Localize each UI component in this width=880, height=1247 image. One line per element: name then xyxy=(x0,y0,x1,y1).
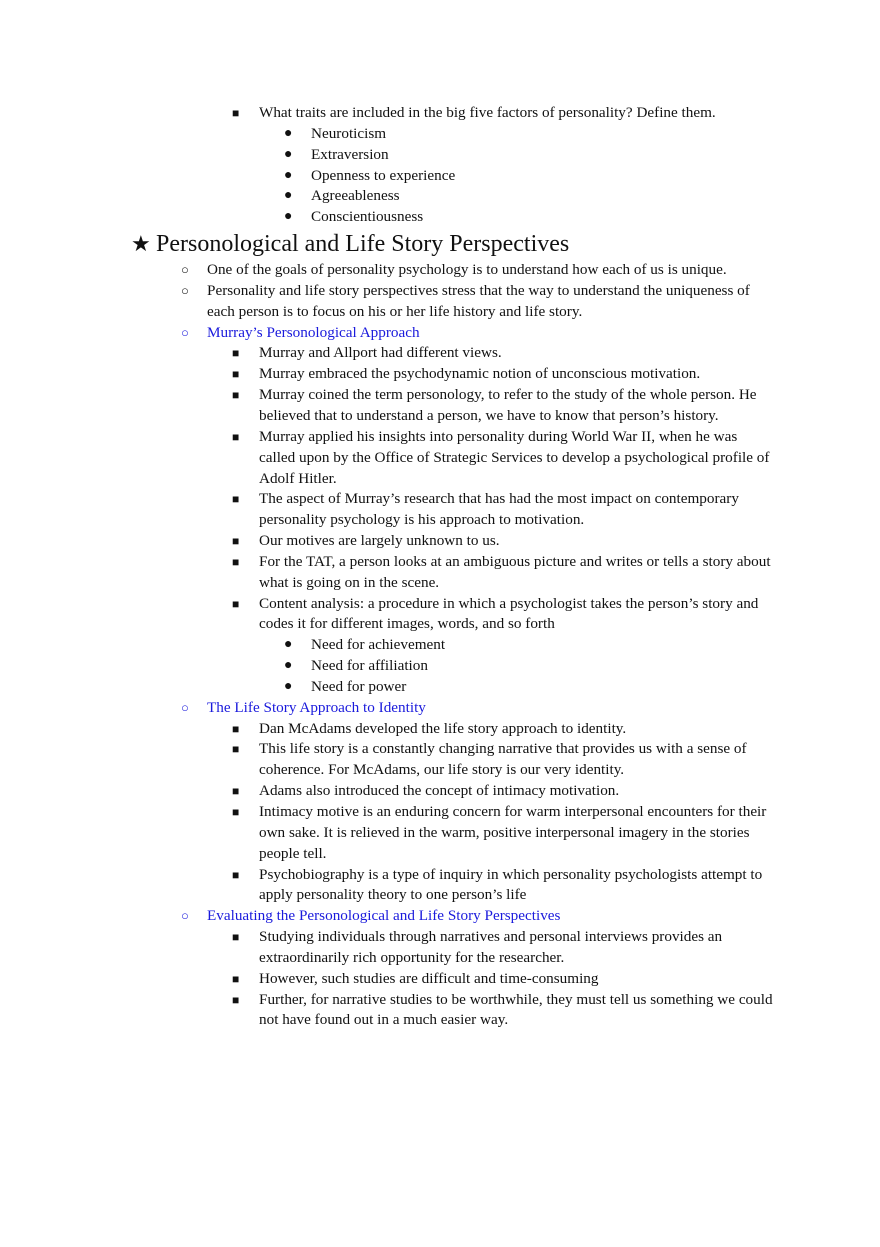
square-bullet-icon: ■ xyxy=(232,867,240,882)
hollow-circle-bullet-icon: ○ xyxy=(181,699,189,715)
item-text: Further, for narrative studies to be worthwhile, they must tell us something we could not have found out in a much easier way. xyxy=(259,990,773,1029)
list-item xyxy=(0,207,777,228)
list-item xyxy=(0,281,777,323)
list-item xyxy=(0,103,777,124)
item-text[interactable]: Murray’s Personological Approach xyxy=(207,323,420,341)
item-text: Personality and life story perspectives stress that the way to understand the uniqueness of each person is to focus on his or her life history and life story. xyxy=(207,281,750,320)
square-bullet-icon: ■ xyxy=(232,106,240,120)
list-item xyxy=(0,802,777,865)
filled-circle-bullet-icon: ● xyxy=(284,125,293,141)
hollow-circle-bullet-icon: ○ xyxy=(181,908,189,924)
list-item xyxy=(0,145,777,166)
item-text: For the TAT, a person looks at an ambiguous picture and writes or tells a story about what is going on in the scene. xyxy=(259,552,771,591)
list-item xyxy=(0,719,777,740)
list-item xyxy=(0,635,777,656)
item-text: One of the goals of personality psychology is to understand how each of us is unique. xyxy=(207,261,727,279)
list-item xyxy=(0,343,777,364)
square-bullet-icon: ■ xyxy=(232,971,240,986)
subheading-link[interactable] xyxy=(0,906,777,927)
item-text: Need for achievement xyxy=(311,636,446,654)
list-item xyxy=(0,364,777,385)
item-text[interactable]: The Life Story Approach to Identity xyxy=(207,698,426,716)
item-text: Need for power xyxy=(311,677,407,695)
square-bullet-icon: ■ xyxy=(232,596,240,611)
item-text: This life story is a constantly changing narrative that provides us with a sense of coherence. For McAdams, our life story is our very identity. xyxy=(259,740,747,779)
item-text: Dan McAdams developed the life story approach to identity. xyxy=(259,719,627,737)
filled-circle-bullet-icon: ● xyxy=(284,209,293,225)
hollow-circle-bullet-icon: ○ xyxy=(181,324,189,340)
square-bullet-icon: ■ xyxy=(232,930,240,945)
item-text: Openness to experience xyxy=(311,166,456,184)
filled-circle-bullet-icon: ● xyxy=(284,658,293,674)
list-item xyxy=(0,489,777,531)
list-item xyxy=(0,552,777,594)
list-item xyxy=(0,427,777,490)
item-text: Murray coined the term personology, to refer to the study of the whole person. He believed that to understand a person, we have to know that person’s history. xyxy=(259,386,757,424)
item-text: Neuroticism xyxy=(311,124,387,142)
item-text: Extraversion xyxy=(311,145,389,163)
list-item xyxy=(0,656,777,677)
subheading-link[interactable] xyxy=(0,698,777,719)
square-bullet-icon: ■ xyxy=(232,388,240,403)
list-item xyxy=(0,865,777,907)
square-bullet-icon: ■ xyxy=(232,534,240,549)
square-bullet-icon: ■ xyxy=(232,721,240,736)
filled-circle-bullet-icon: ● xyxy=(284,637,293,653)
document-page xyxy=(0,103,880,1031)
subheading-link[interactable] xyxy=(0,323,777,344)
list-item xyxy=(0,739,777,781)
item-text: Psychobiography is a type of inquiry in which personality psychologists attempt to apply personality theory to one person’s life xyxy=(259,865,763,904)
square-bullet-icon: ■ xyxy=(232,492,240,507)
list-item xyxy=(0,186,777,207)
item-text: However, such studies are difficult and time-consuming xyxy=(259,969,599,987)
item-text: Studying individuals through narratives and personal interviews provides an extraordinarily rich opportunity for the researcher. xyxy=(259,928,723,966)
section-heading xyxy=(0,228,880,260)
hollow-circle-bullet-icon: ○ xyxy=(181,282,189,298)
list-item xyxy=(0,594,777,636)
item-text: Conscientiousness xyxy=(311,208,424,226)
item-text: What traits are included in the big five factors of personality? Define them. xyxy=(259,104,716,121)
square-bullet-icon: ■ xyxy=(232,346,240,361)
item-text: Murray embraced the psychodynamic notion of unconscious motivation. xyxy=(259,365,701,383)
list-item xyxy=(0,781,777,802)
square-bullet-icon: ■ xyxy=(232,367,240,382)
list-item xyxy=(0,927,777,969)
item-text: Agreeableness xyxy=(311,187,400,205)
item-text: Need for affiliation xyxy=(311,657,428,675)
hollow-circle-bullet-icon: ○ xyxy=(181,262,189,278)
item-text[interactable]: Evaluating the Personological and Life Story Perspectives xyxy=(207,907,561,925)
list-item xyxy=(0,260,777,281)
list-item xyxy=(0,385,777,427)
list-item xyxy=(0,166,777,187)
item-text: The aspect of Murray’s research that has had the most impact on contemporary personality psychology is his approach to motivation. xyxy=(259,490,739,529)
list-item xyxy=(0,969,777,990)
item-text: Murray and Allport had different views. xyxy=(259,344,502,362)
item-text: Personological and Life Story Perspectives xyxy=(156,231,570,258)
square-bullet-icon: ■ xyxy=(232,992,240,1007)
filled-circle-bullet-icon: ● xyxy=(284,167,293,183)
list-item xyxy=(0,531,777,552)
square-bullet-icon: ■ xyxy=(232,742,240,757)
star-icon: ★ xyxy=(131,231,151,257)
square-bullet-icon: ■ xyxy=(232,805,240,819)
filled-circle-bullet-icon: ● xyxy=(284,678,293,694)
item-text: Murray applied his insights into personality during World War II, when he was called upon by the Office of Strategic Services to develop a psychological profile of Adolf Hitler. xyxy=(259,427,770,487)
filled-circle-bullet-icon: ● xyxy=(284,146,293,162)
square-bullet-icon: ■ xyxy=(232,554,240,569)
list-item xyxy=(0,124,777,145)
item-text: Adams also introduced the concept of intimacy motivation. xyxy=(259,782,620,800)
item-text: Our motives are largely unknown to us. xyxy=(259,532,500,550)
list-item xyxy=(0,990,777,1032)
item-text: Content analysis: a procedure in which a psychologist takes the person’s story and codes it for different images, words, and so forth xyxy=(259,594,759,633)
square-bullet-icon: ■ xyxy=(232,429,240,444)
item-text: Intimacy motive is an enduring concern for warm interpersonal encounters for their own sake. It is relieved in the warm, positive interpersonal imagery in the stories people tell. xyxy=(259,803,767,862)
filled-circle-bullet-icon: ● xyxy=(284,188,293,204)
list-item xyxy=(0,677,777,698)
square-bullet-icon: ■ xyxy=(232,784,240,799)
